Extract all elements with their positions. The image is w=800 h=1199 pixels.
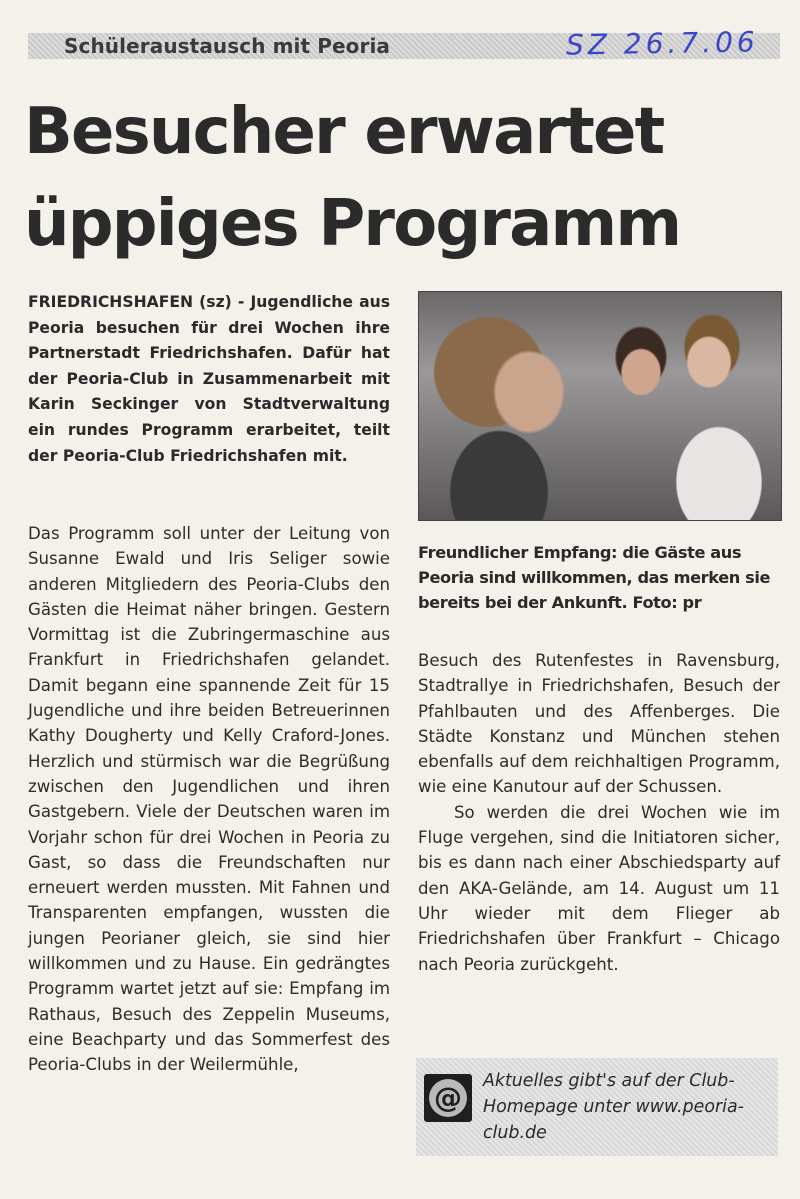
headline [24,86,784,270]
lead-text: Jugendliche aus Peoria besuchen für drei Wochen ihre Partnerstadt Friedrichshafen. Dafür hat der Peoria-Club in Zusammenarbeit mit Karin Seckinger von Stadtverwaltung ein rundes Programm erarbeitet, teilt der Peoria-Club Friedrichshafen mit. [28,293,390,465]
body-paragraph: Besuch des Rutenfestes in Ravensburg, Stadtrallye in Friedrichshafen, Besuch der Pfahlbauten und des Affenberges. Die Städte Konstanz und München stehen ebenfalls auf dem reichhaltigen Programm, wie eine Kanutour auf der Schussen. [418,651,780,797]
body-column-left [28,521,390,1078]
article-photo [418,291,782,521]
lead-paragraph [28,290,390,469]
headline-line-1: Besucher erwartet [24,95,664,169]
body-paragraph: So werden die drei Wochen wie im Fluge vergehen, sind die Initiatoren sicher, bis es dann nach einer Abschiedsparty auf den AKA-Gelände, am 14. August um 11 Uhr wieder mit dem Flieger ab Friedrichshafen über Frankfurt – Chicago nach Peoria zurückgeht. [418,802,780,974]
body-paragraph: Das Programm soll unter der Leitung von Susanne Ewald und Iris Seliger sowie anderen Mitgliedern des Peoria-Clubs den Gästen die Heimat näher bringen. Gestern Vormittag ist die Zubringermaschine aus Frankfurt in Friedrichshafen gelandet. Damit begann eine spannende Zeit für 15 Jugendliche und ihre beiden Betreuerinnen Kathy Dougherty und Kelly Craford-Jones. Herzlich und stürmisch war die Begrüßung zwischen den Jugendlichen und ihren Gastgebern. Viele der Deutschen waren im Vorjahr schon für drei Wochen in Peoria zu Gast, so dass die Freundschaften nur erneuert werden mussten. Mit Fahnen und Transparenten empfangen, wussten die jungen Peorianer gleich, sie sind hier willkommen und zu Hause. Ein gedrängtes Programm wartet jetzt auf sie: Empfang im Rathaus, Besuch des Zeppelin Museums, eine Beachparty und das Sommerfest des Peoria-Clubs in der Weilermühle, [28,524,390,1075]
at-sign-icon: @ [424,1074,472,1122]
kicker: Schüleraustausch mit Peoria [64,34,391,58]
info-box-text: Aktuelles gibt's auf der Club-Homepage unter www.peoria-club.de [483,1071,744,1143]
body-column-right [418,648,780,977]
dateline: FRIEDRICHSHAFEN (sz) - [28,293,245,311]
handwritten-date-note: SZ 26.7.06 [565,25,759,62]
photo-caption: Freundlicher Empfang: die Gäste aus Peoria sind willkommen, das merken sie bereits bei der Ankunft. Foto: pr [418,543,771,612]
headline-line-2: üppiges Programm [24,187,681,261]
